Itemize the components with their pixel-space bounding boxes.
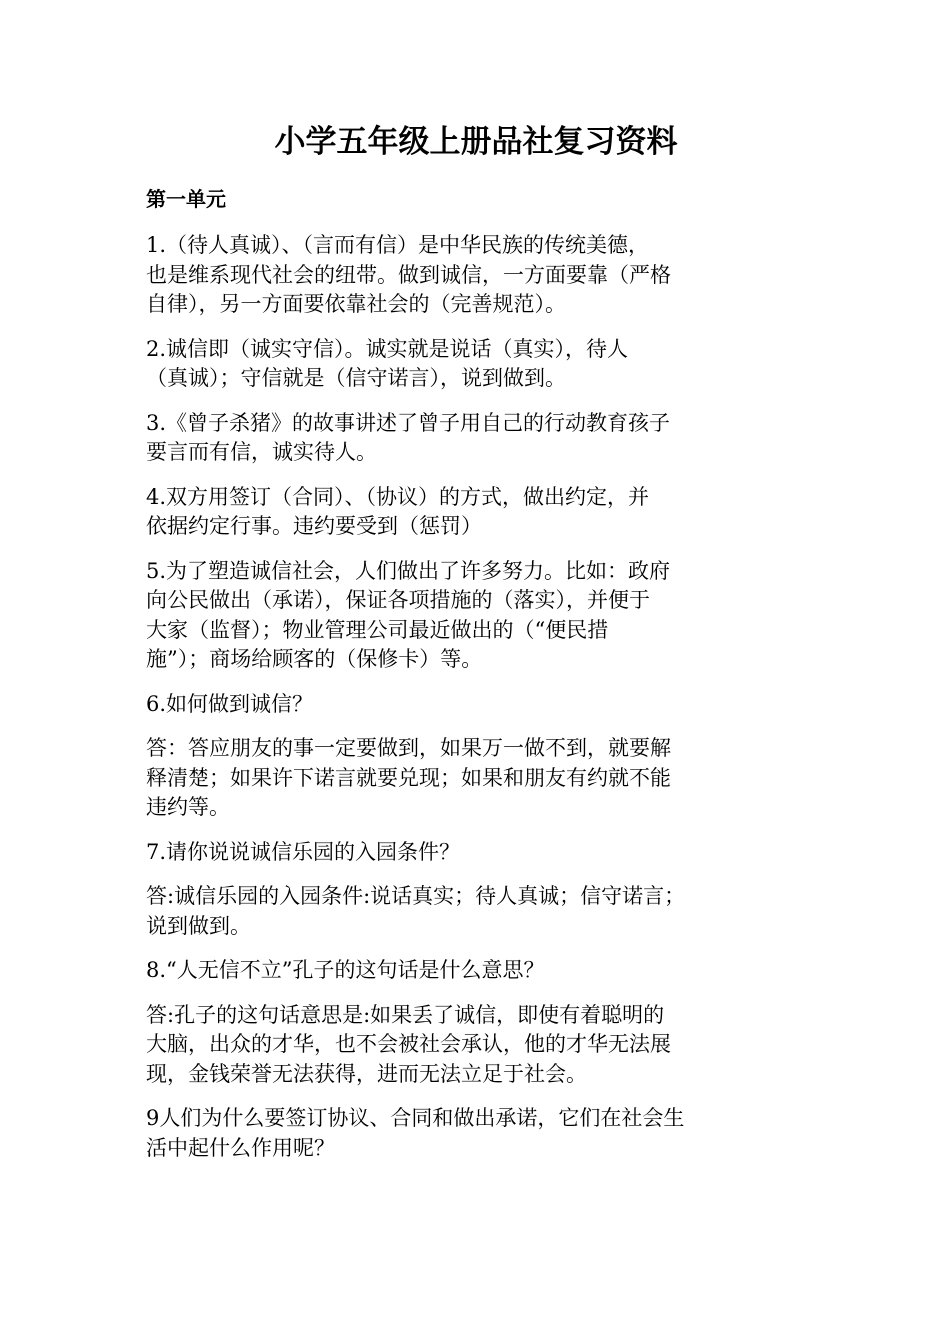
paragraph-10 xyxy=(146,956,806,986)
paragraph-line: 8.“人无信不立”孔子的这句话是什么意思？ xyxy=(146,958,545,982)
paragraph-line: （真诚）；守信就是（信守诺言），说到做到。 xyxy=(146,366,566,390)
paragraph-6 xyxy=(146,690,806,720)
paragraph-line: 1.（待人真诚）、（言而有信）是中华民族的传统美德， xyxy=(146,233,650,257)
paragraph-line: 活中起什么作用呢？ xyxy=(146,1135,335,1160)
paragraph-line: 答:孔子的这句话意思是:如果丢了诚信，即使有着聪明的 xyxy=(146,1002,665,1027)
paragraph-line: 依据约定行事。违约要受到（惩罚） xyxy=(146,514,482,538)
paragraph-line: 4.双方用签订（合同）、（协议）的方式，做出约定，并 xyxy=(146,484,650,509)
paragraph-line: 6.如何做到诚信？ xyxy=(146,691,314,716)
paragraph-line: 要言而有信，诚实待人。 xyxy=(146,440,377,464)
paragraph-11 xyxy=(146,1001,806,1090)
paragraph-4 xyxy=(146,483,806,542)
section-heading: 第一单元 xyxy=(146,187,226,211)
paragraph-1 xyxy=(146,231,806,320)
paragraph-2 xyxy=(146,335,806,394)
document-body xyxy=(146,231,806,1178)
paragraph-line: 2.诚信即（诚实守信）。诚实就是说话（真实），待人 xyxy=(146,336,629,361)
paragraph-7 xyxy=(146,734,806,823)
paragraph-line: 说到做到。 xyxy=(146,913,251,938)
paragraph-line: 违约等。 xyxy=(146,795,230,819)
paragraph-3 xyxy=(146,409,806,468)
paragraph-line: 大脑，出众的才华，也不会被社会承认，他的才华无法展 xyxy=(146,1032,671,1056)
document-title: 小学五年级上册品社复习资料 xyxy=(274,124,678,160)
paragraph-5 xyxy=(146,557,806,675)
paragraph-line: 答：答应朋友的事一定要做到，如果万一做不到，就要解 xyxy=(146,736,671,760)
paragraph-line: 7.请你说说诚信乐园的入园条件？ xyxy=(146,839,461,864)
paragraph-line: 大家（监督）；物业管理公司最近做出的（“便民措 xyxy=(146,617,609,642)
paragraph-line: 释清楚；如果许下诺言就要兑现；如果和朋友有约就不能 xyxy=(146,765,671,790)
paragraph-line: 5.为了塑造诚信社会，人们做出了许多努力。比如：政府 xyxy=(146,558,671,583)
paragraph-line: 也是维系现代社会的纽带。做到诚信，一方面要靠（严格 xyxy=(146,262,671,287)
paragraph-line: 向公民做出（承诺），保证各项措施的（落实），并便于 xyxy=(146,588,650,612)
paragraph-line: 答:诚信乐园的入园条件:说话真实；待人真诚；信守诺言； xyxy=(146,884,686,908)
paragraph-12 xyxy=(146,1104,806,1163)
paragraph-line: 9人们为什么要签订协议、合同和做出承诺，它们在社会生 xyxy=(146,1106,685,1130)
paragraph-line: 现，金钱荣誉无法获得，进而无法立足于社会。 xyxy=(146,1061,587,1086)
paragraph-line: 自律），另一方面要依靠社会的（完善规范）。 xyxy=(146,292,566,316)
paragraph-line: 3.《曾子杀猪》的故事讲述了曾子用自己的行动教育孩子 xyxy=(146,410,671,435)
paragraph-line: 施”）；商场给顾客的（保修卡）等。 xyxy=(146,647,483,671)
paragraph-8 xyxy=(146,838,806,868)
paragraph-9 xyxy=(146,882,806,941)
